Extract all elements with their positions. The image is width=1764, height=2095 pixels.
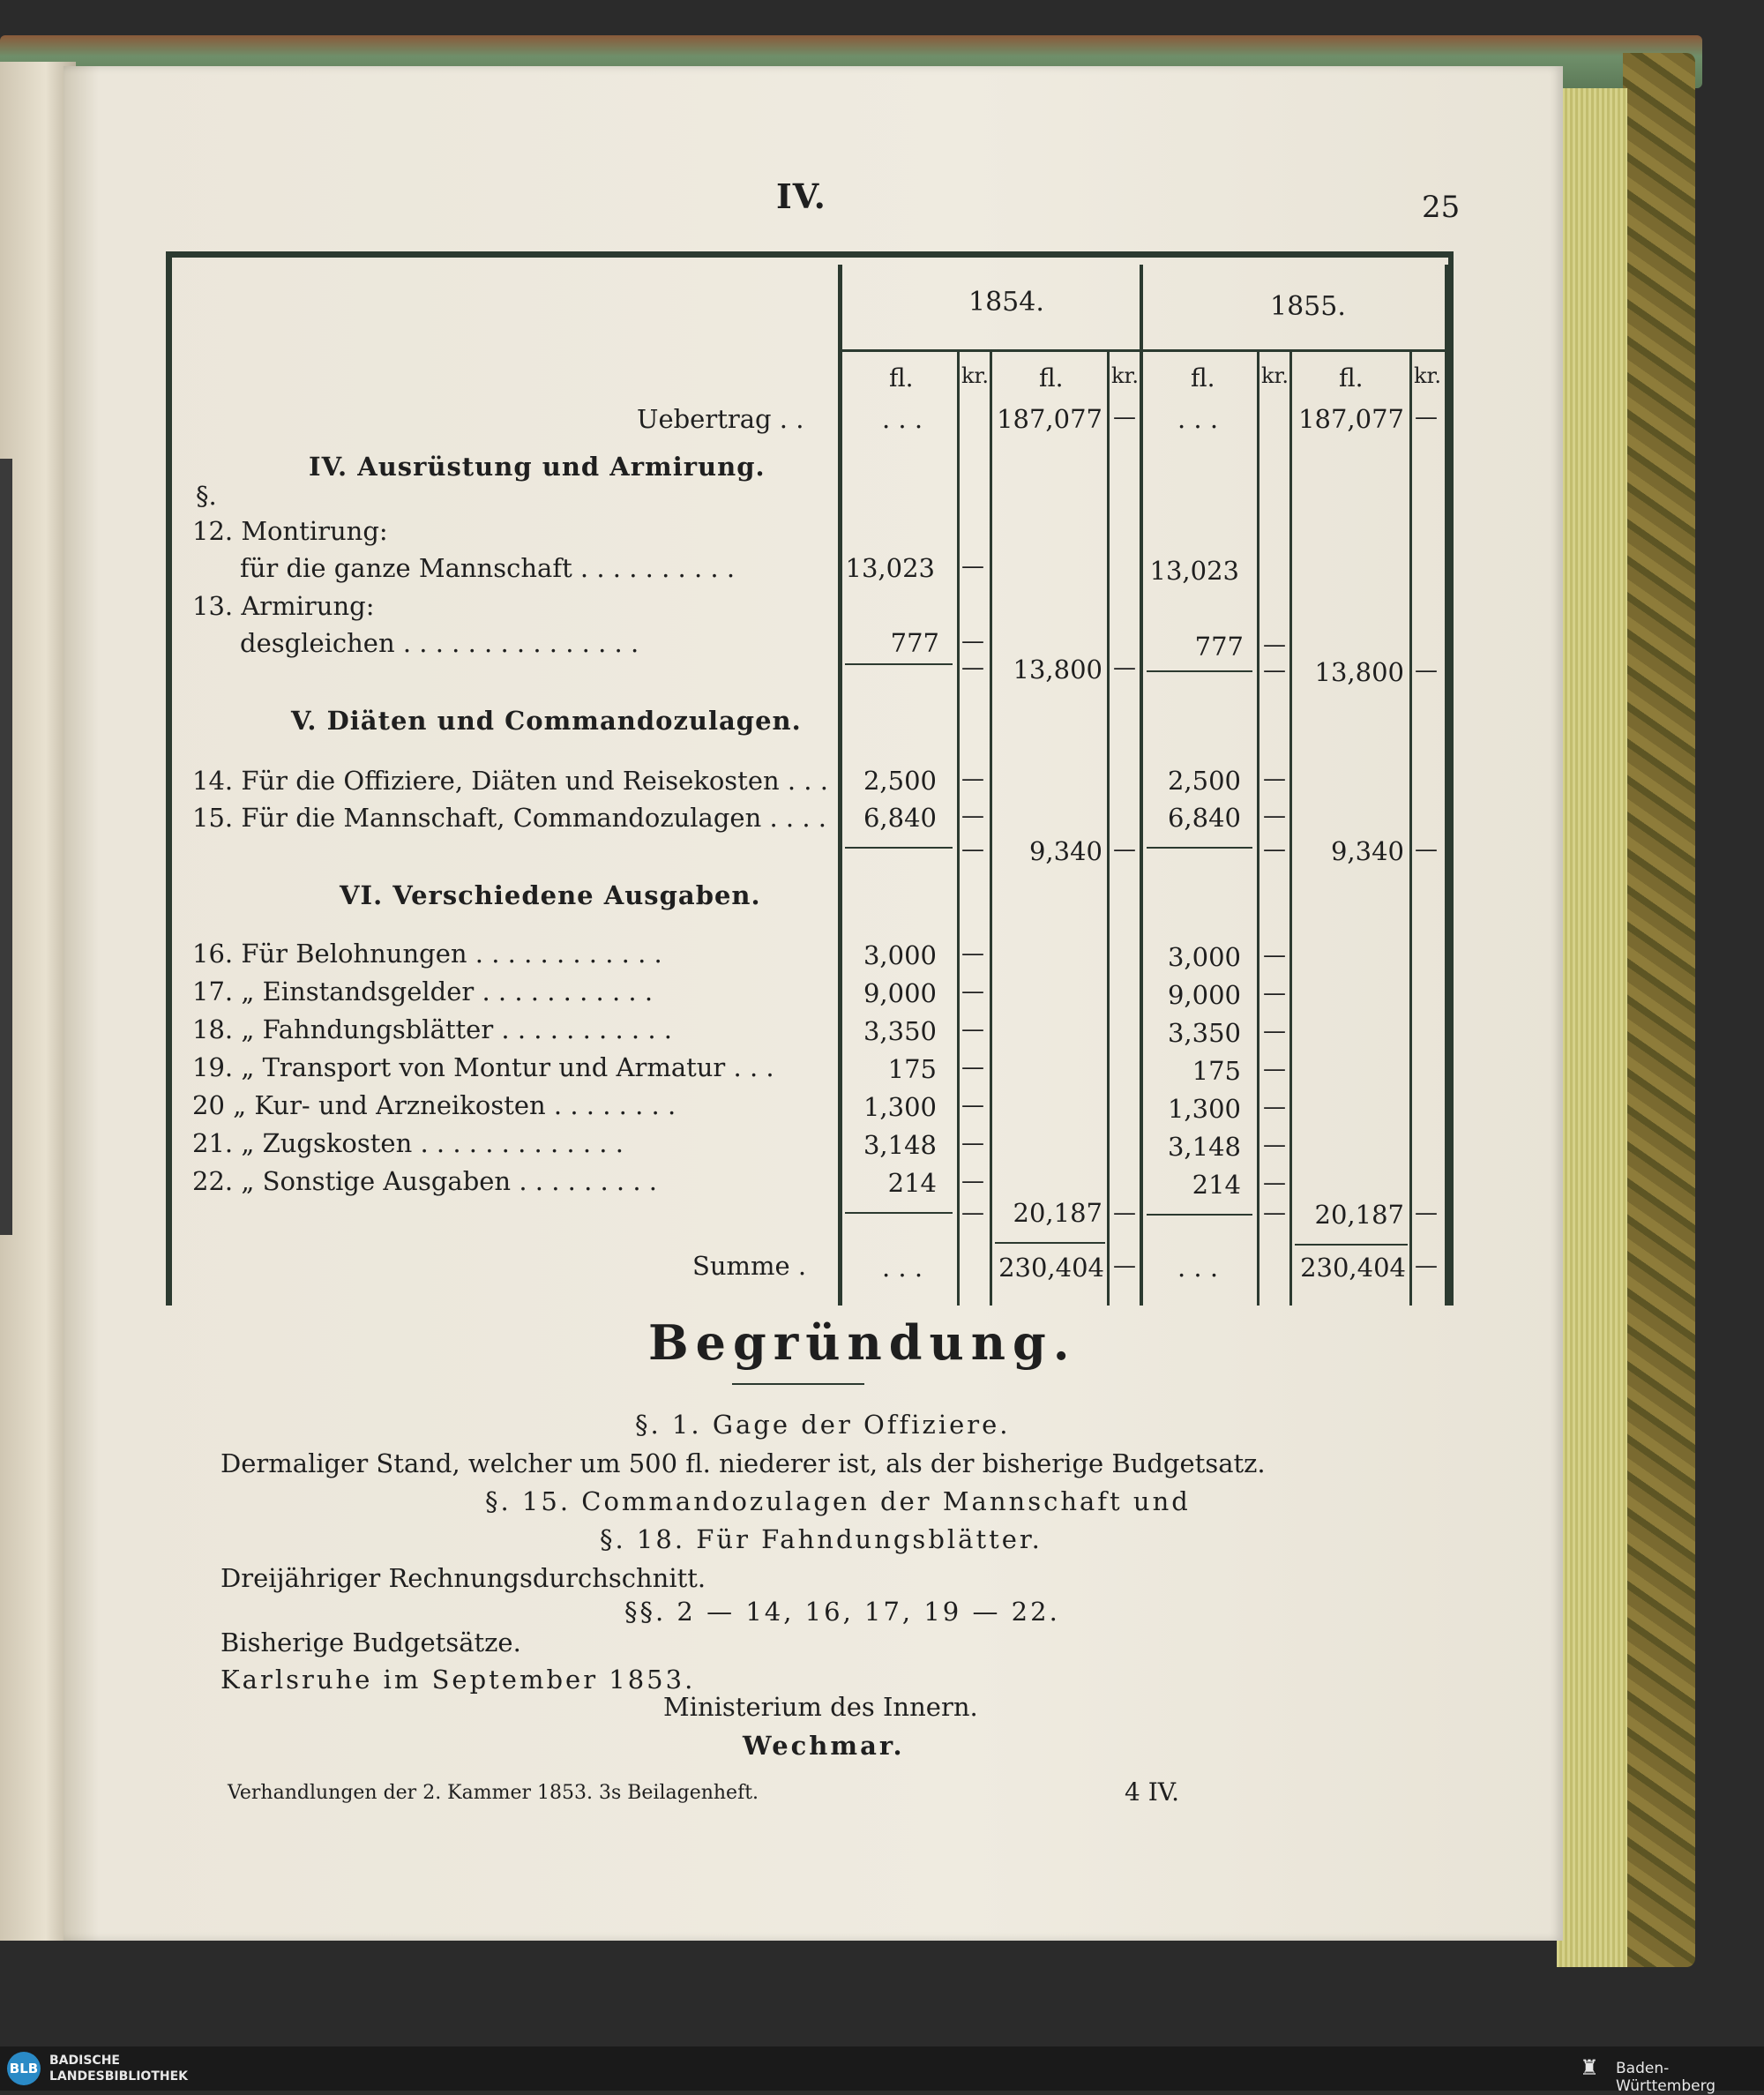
row-22-label: 22. „ Sonstige Ausgaben . . . . . . . . .: [192, 1166, 658, 1196]
table-rule: [1257, 351, 1259, 1306]
ministry: Ministerium des Innern.: [663, 1692, 978, 1722]
dash: —: [1263, 1200, 1286, 1226]
row-18-label: 18. „ Fahndungsblätter . . . . . . . . . . .: [192, 1014, 673, 1044]
sec-vi-total-1855: 20,187: [1314, 1200, 1404, 1230]
table-rule: [990, 351, 992, 1306]
sum-rule: [1295, 1244, 1408, 1246]
sec-v-total-1855: 9,340: [1330, 836, 1404, 866]
dash: —: [1263, 980, 1286, 1006]
para-3-text: Dreijähriger Rechnungsdurchschnitt.: [220, 1563, 706, 1593]
page-edges: [1557, 88, 1627, 1967]
unit-header: kr.: [1414, 363, 1442, 388]
dash: —: [961, 1168, 984, 1194]
para-symbol: §.: [196, 481, 217, 511]
branding-bar: [0, 2046, 1764, 2091]
dash: —: [961, 1092, 984, 1119]
dash: —: [1113, 1200, 1136, 1226]
summe-label: Summe .: [692, 1251, 807, 1281]
coat-of-arms-icon: ♜: [1580, 2055, 1599, 2080]
dash: —: [961, 836, 984, 863]
footer-left: Verhandlungen der 2. Kammer 1853. 3s Beilagenheft.: [228, 1782, 759, 1804]
sec-v-total-1854: 9,340: [1028, 836, 1102, 866]
uebertrag-a: . . .: [882, 404, 923, 434]
row-12-1854: 13,023: [845, 553, 935, 583]
row-18-1854: 3,350: [863, 1016, 937, 1046]
dash: —: [961, 655, 984, 681]
dash: —: [961, 1016, 984, 1043]
dash: —: [961, 803, 984, 829]
summe-c: . . .: [1177, 1253, 1219, 1283]
row-18-1855: 3,350: [1167, 1018, 1241, 1048]
year-1855: 1855.: [1270, 291, 1346, 322]
dash: —: [1263, 1056, 1286, 1082]
row-19-1855: 175: [1192, 1056, 1241, 1086]
uebertrag-d: 187,077: [1298, 404, 1404, 434]
row-19-label: 19. „ Transport von Montur und Armatur . . .: [192, 1052, 774, 1082]
sum-rule: [1147, 1214, 1252, 1216]
row-17-1854: 9,000: [863, 978, 937, 1008]
summe-1854: 230,404: [998, 1253, 1104, 1283]
dash: —: [1263, 657, 1286, 684]
row-13-1854: 777: [890, 628, 939, 658]
row-17-1855: 9,000: [1167, 980, 1241, 1010]
sec-iv-total-1854: 13,800: [1013, 655, 1102, 685]
row-15-1854: 6,840: [863, 803, 937, 833]
row-12-sub: für die ganze Mannschaft . . . . . . . . . .: [240, 553, 736, 583]
dash: —: [1113, 1253, 1136, 1279]
section-vi-title: VI. Verschiedene Ausgaben.: [340, 880, 761, 910]
row-21-1855: 3,148: [1167, 1132, 1241, 1162]
row-13-1855: 777: [1194, 632, 1244, 662]
dash: —: [1263, 1018, 1286, 1044]
dash: —: [1415, 836, 1438, 863]
row-19-1854: 175: [887, 1054, 937, 1084]
para-4-heading: §§. 2 — 14, 16, 17, 19 — 22.: [624, 1597, 1060, 1627]
divider: [732, 1383, 864, 1385]
uebertrag-label: Uebertrag . .: [637, 404, 804, 434]
sum-rule: [995, 1242, 1105, 1244]
dash: —: [1113, 655, 1136, 681]
book-cover-right: [1623, 53, 1695, 1967]
unit-header: kr.: [1111, 363, 1140, 388]
sec-iv-total-1855: 13,800: [1314, 657, 1404, 687]
para-1-text: Dermaliger Stand, welcher um 500 fl. niederer ist, als der bisherige Budgetsatz.: [220, 1448, 1266, 1478]
para-1-heading: §. 1. Gage der Offiziere.: [635, 1410, 1011, 1440]
row-14-1855: 2,500: [1167, 766, 1241, 796]
unit-header: kr.: [961, 363, 990, 388]
row-21-1854: 3,148: [863, 1130, 937, 1160]
year-1854: 1854.: [968, 287, 1044, 318]
begruendung-title: Begründung.: [648, 1314, 1077, 1371]
unit-header: fl.: [1039, 363, 1064, 393]
unit-header: fl.: [889, 363, 914, 393]
row-14-1854: 2,500: [863, 766, 937, 796]
uebertrag-c: . . .: [1177, 404, 1219, 434]
row-13-sub: desgleichen . . . . . . . . . . . . . . .: [240, 628, 639, 658]
dash: —: [1263, 1094, 1286, 1120]
dash: —: [1263, 632, 1286, 658]
row-12-1855: 13,023: [1149, 556, 1239, 586]
dash: —: [1415, 404, 1438, 430]
summe-1855: 230,404: [1300, 1253, 1406, 1283]
section-iv-title: IV. Ausrüstung und Armirung.: [309, 452, 766, 482]
unit-header: kr.: [1261, 363, 1289, 388]
table-rule: [957, 351, 960, 1306]
dash: —: [1263, 1170, 1286, 1196]
table-rule: [1289, 351, 1292, 1306]
row-13-label: 13. Armirung:: [192, 591, 375, 621]
section-header: IV.: [776, 176, 826, 216]
row-20-1855: 1,300: [1167, 1094, 1241, 1124]
para-4-text: Bisherige Budgetsätze.: [220, 1627, 521, 1657]
row-20-1854: 1,300: [863, 1092, 937, 1122]
table-rule: [1409, 351, 1412, 1306]
library-name-line-2: LANDESBIBLIOTHEK: [49, 2069, 189, 2084]
blb-logo-icon: BLB: [7, 2052, 41, 2085]
left-page-shadow: [0, 459, 12, 1235]
row-22-1854: 214: [887, 1168, 937, 1198]
para-2-heading: §. 15. Commandozulagen der Mannschaft und: [485, 1486, 1191, 1516]
footer-right: 4 IV.: [1125, 1777, 1180, 1807]
dash: —: [961, 628, 984, 655]
row-12-label: 12. Montirung:: [192, 516, 388, 546]
dash: —: [1263, 942, 1286, 969]
sum-rule: [845, 847, 953, 849]
sum-rule: [1147, 670, 1252, 672]
sec-vi-total-1854: 20,187: [1013, 1198, 1102, 1228]
dash: —: [961, 553, 984, 580]
state-name: Baden-Württemberg: [1616, 2060, 1716, 2095]
dash: —: [1113, 404, 1136, 430]
dash: —: [961, 1130, 984, 1156]
row-17-label: 17. „ Einstandsgelder . . . . . . . . . . .: [192, 976, 654, 1006]
page-number: 25: [1422, 190, 1461, 225]
unit-header: fl.: [1339, 363, 1364, 393]
dash: —: [961, 940, 984, 967]
sum-rule: [845, 663, 953, 665]
library-name-line-1: BADISCHE: [49, 2054, 120, 2068]
dash: —: [1415, 1253, 1438, 1279]
row-21-label: 21. „ Zugskosten . . . . . . . . . . . . .: [192, 1128, 624, 1158]
row-15-label: 15. Für die Mannschaft, Commandozulagen . . . .: [192, 803, 826, 833]
dash: —: [1263, 836, 1286, 863]
dash: —: [1263, 1132, 1286, 1158]
row-20-label: 20 „ Kur- und Arzneikosten . . . . . . . .: [192, 1090, 676, 1120]
row-16-label: 16. Für Belohnungen . . . . . . . . . . . .: [192, 939, 662, 969]
dash: —: [961, 1200, 984, 1226]
sum-rule: [1147, 847, 1252, 849]
para-3-heading: §. 18. Für Fahndungsblätter.: [600, 1524, 1043, 1554]
signature: Wechmar.: [743, 1731, 905, 1761]
dash: —: [1263, 766, 1286, 792]
summe-a: . . .: [882, 1253, 923, 1283]
dash: —: [1113, 836, 1136, 863]
row-22-1855: 214: [1192, 1170, 1241, 1200]
table-rule: [842, 349, 1445, 352]
library-name: [49, 2053, 188, 2084]
row-15-1855: 6,840: [1167, 803, 1241, 833]
row-14-label: 14. Für die Offiziere, Diäten und Reisekosten . . .: [192, 766, 828, 796]
row-16-1854: 3,000: [863, 940, 937, 970]
table-rule: [1445, 265, 1448, 1306]
row-16-1855: 3,000: [1167, 942, 1241, 972]
dash: —: [961, 978, 984, 1005]
section-v-title: V. Diäten und Commandozulagen.: [291, 706, 802, 736]
table-rule: [1107, 351, 1110, 1306]
uebertrag-b: 187,077: [997, 404, 1102, 434]
place-date: Karlsruhe im September 1853.: [220, 1665, 696, 1695]
dash: —: [1263, 803, 1286, 829]
unit-header: fl.: [1191, 363, 1215, 393]
dash: —: [961, 1054, 984, 1081]
dash: —: [1415, 1200, 1438, 1226]
dash: —: [961, 766, 984, 792]
sum-rule: [845, 1212, 953, 1214]
dash: —: [1415, 657, 1438, 684]
